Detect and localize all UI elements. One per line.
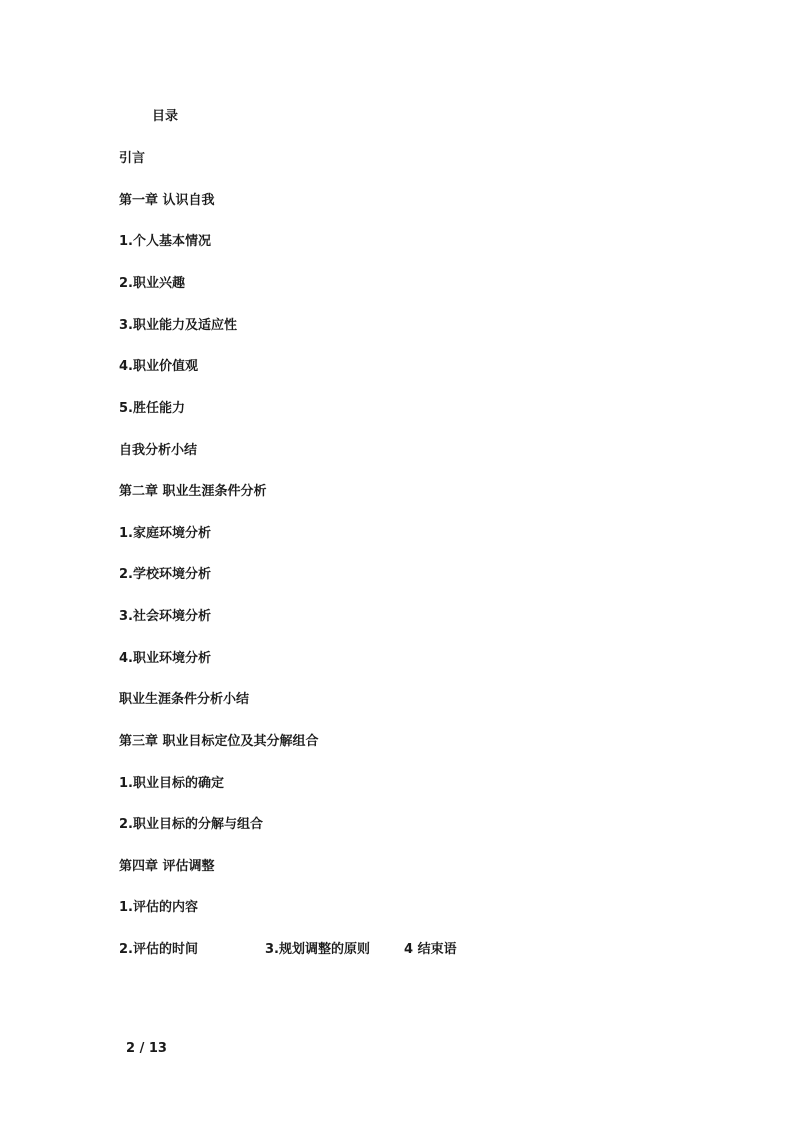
page-number: 2 / 13 bbox=[126, 1041, 167, 1056]
toc-item: 3.规划调整的原则 bbox=[265, 942, 370, 957]
toc-item: 职业生涯条件分析小结 bbox=[119, 692, 250, 707]
toc-item: 4.职业价值观 bbox=[119, 359, 198, 374]
toc-item: 自我分析小结 bbox=[119, 443, 198, 458]
toc-item: 第二章 职业生涯条件分析 bbox=[119, 484, 267, 499]
toc-item: 第一章 认识自我 bbox=[119, 193, 215, 208]
toc-item: 4.职业环境分析 bbox=[119, 651, 211, 666]
toc-item: 2.职业目标的分解与组合 bbox=[119, 817, 263, 832]
toc-item: 2.职业兴趣 bbox=[119, 276, 185, 291]
toc-item: 1.评估的内容 bbox=[119, 900, 198, 915]
toc-item: 第四章 评估调整 bbox=[119, 859, 215, 874]
toc-item: 3.社会环境分析 bbox=[119, 609, 211, 624]
toc-item: 1.职业目标的确定 bbox=[119, 776, 224, 791]
toc-item: 4 结束语 bbox=[404, 942, 457, 957]
toc-item: 引言 bbox=[119, 151, 146, 166]
toc-item: 1.个人基本情况 bbox=[119, 234, 211, 249]
toc-item: 5.胜任能力 bbox=[119, 401, 185, 416]
toc-item: 2.学校环境分析 bbox=[119, 567, 211, 582]
toc-item: 2.评估的时间 bbox=[119, 942, 198, 957]
toc-item: 3.职业能力及适应性 bbox=[119, 318, 237, 333]
toc-item: 1.家庭环境分析 bbox=[119, 526, 211, 541]
toc-item: 第三章 职业目标定位及其分解组合 bbox=[119, 734, 319, 749]
toc-title: 目录 bbox=[152, 109, 179, 124]
